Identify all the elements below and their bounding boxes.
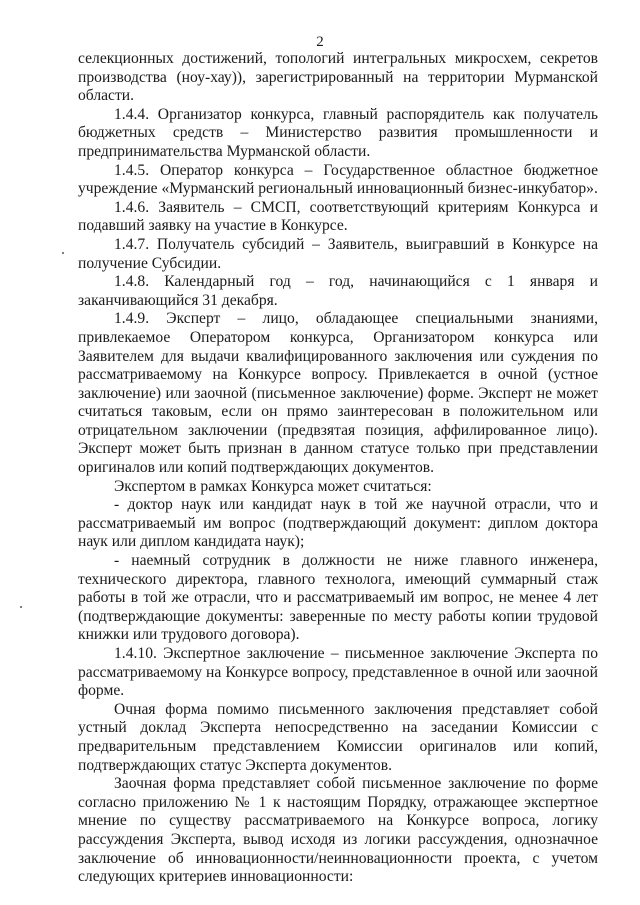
paragraph-remote-form: Заочная форма представляет собой письменное заключение по форме согласно приложению № 1 к настоящим Порядку, отражающее экспертное мнение по существу рассматриваемого на Конкурсе вопроса, логику рассуждения Эксперта, вывод исходя из логики рассуждения, однозначное заключение об инновационности/неинновационности проекта, с учетом следующих критериев инновационности: xyxy=(78,775,598,886)
document-body xyxy=(78,50,598,887)
paragraph-1-4-8: 1.4.8. Календарный год – год, начинающийся с 1 января и заканчивающийся 31 декабря. xyxy=(78,273,598,309)
scan-speck xyxy=(62,252,64,254)
paragraph-1-4-5: 1.4.5. Оператор конкурса – Государственное областное бюджетное учреждение «Мурманский региональный инновационный бизнес-инкубатор». xyxy=(78,161,598,198)
paragraph-in-person-form: Очная форма помимо письменного заключения представляет собой устный доклад Эксперта непосредственно на заседании Комиссии с предварительным представлением Комиссии оригиналов или копий, подтверждающих статус Эксперта документов. xyxy=(78,700,598,774)
paragraph-continuation: селекционных достижений, топологий интегральных микросхем, секретов производства (ноу-хау)), зарегистрированный на территории Мурманской области. xyxy=(78,50,598,105)
list-item-employee: - наемный сотрудник в должности не ниже главного инженера, технического директора, главного технолога, имеющий суммарный стаж работы в той же отрасли, что и рассматриваемый им вопрос, не менее 4 лет (подтверждающие документы: заверенные по месту работы копии трудовой книжки или трудового договора). xyxy=(78,552,598,644)
list-item-doctor: - доктор наук или кандидат наук в той же научной отрасли, что и рассматриваемый им вопрос (подтверждающий документ: диплом доктора наук или диплом кандидата наук); xyxy=(78,496,598,551)
paragraph-1-4-9: 1.4.9. Эксперт – лицо, обладающее специальными знаниями, привлекаемое Оператором конкурса, Организатором конкурса или Заявителем для выдачи квалифицированного заключения или суждения по рассматриваемому на Конкурсе вопросу. Привлекается в очной (устное заключение) или заочной (письменное заключение) форме. Эксперт не может считаться таковым, если он прямо заинтересован в положительном или отрицательном заключении (предвзятая позиция, аффилированное лицо). Эксперт может быть признан в данном статусе только при представлении оригиналов или копий подтверждающих документов. xyxy=(78,310,598,477)
paragraph-1-4-6: 1.4.6. Заявитель – СМСП, соответствующий критериям Конкурса и подавший заявку на участие в Конкурсе. xyxy=(78,198,598,235)
page-number: 2 xyxy=(316,34,324,50)
paragraph-1-4-7: 1.4.7. Получатель субсидий – Заявитель, выигравший в Конкурсе на получение Субсидии. xyxy=(78,235,598,272)
paragraph-expert-intro: Экспертом в рамках Конкурса может считаться: xyxy=(114,477,432,495)
paragraph-1-4-4: 1.4.4. Организатор конкурса, главный распорядитель как получатель бюджетных средств – Министерство развития промышленности и предпринимательства Мурманской области. xyxy=(78,105,598,160)
paragraph-1-4-10: 1.4.10. Экспертное заключение – письменное заключение Эксперта по рассматриваемому на Конкурсе вопросу, представленное в очной или заочной форме. xyxy=(78,645,598,700)
scan-speck xyxy=(20,606,22,608)
